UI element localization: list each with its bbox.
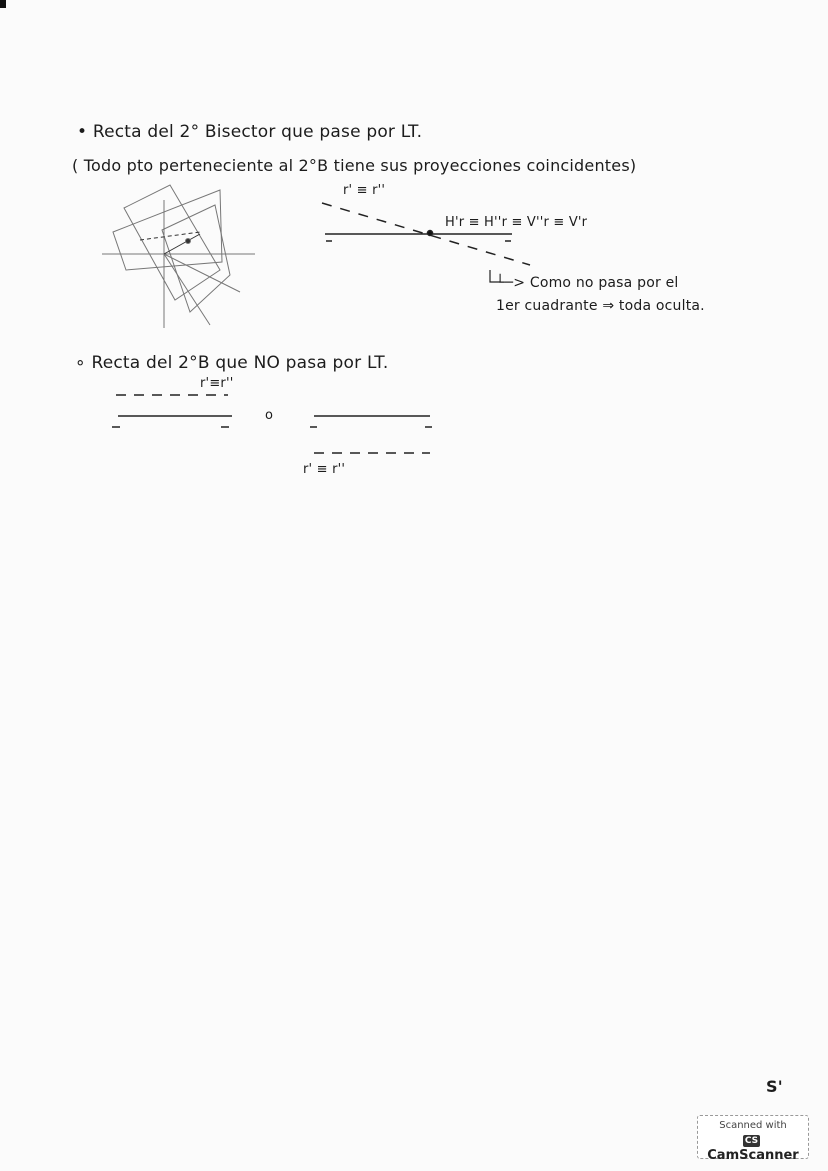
annotation-line2: 1er cuadrante ⇒ toda oculta. bbox=[496, 298, 705, 314]
scanned-with-text: Scanned with bbox=[719, 1120, 787, 1131]
camscanner-badge bbox=[697, 1115, 809, 1163]
annotation-line1: └─> Como no pasa por el bbox=[496, 275, 679, 291]
page-number: S' bbox=[766, 1077, 783, 1096]
section2-heading: ∘ Recta del 2°B que NO pasa por LT. bbox=[75, 353, 389, 373]
separator: o bbox=[265, 408, 274, 423]
label-bottom: r' ≡ r'' bbox=[303, 462, 346, 477]
camscanner-text: CamScanner bbox=[707, 1148, 799, 1163]
bisector-3d-sketch bbox=[102, 185, 255, 328]
label-traces: H'r ≡ H''r ≡ V''r ≡ V'r bbox=[445, 215, 588, 230]
diagram-layer bbox=[0, 0, 828, 520]
label-top: r'≡r'' bbox=[200, 376, 234, 391]
section1-note: ( Todo pto perteneciente al 2°B tiene sus proyecciones coincidentes) bbox=[72, 156, 637, 175]
camscanner-logo-icon: CS bbox=[744, 1135, 759, 1146]
section1-heading: • Recta del 2° Bisector que pase por LT. bbox=[77, 122, 423, 142]
label-r-coincident: r' ≡ r'' bbox=[343, 183, 386, 198]
section2-projection-diagram bbox=[112, 395, 432, 453]
